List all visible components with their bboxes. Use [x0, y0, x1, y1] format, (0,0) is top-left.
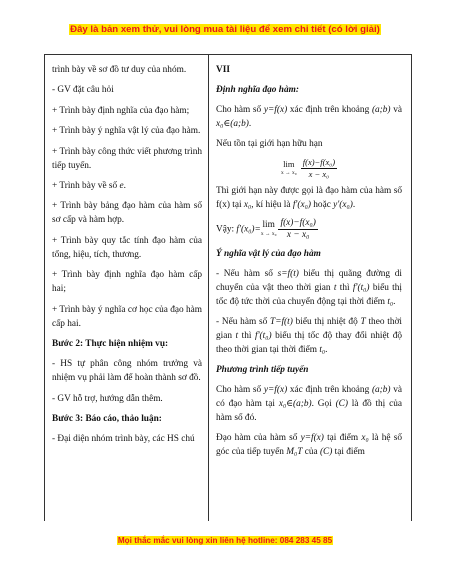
right-paragraph: - Nếu hàm số s=f(t) biểu thị quãng đường di chuyển của vật theo thời gian t thì f'(t₀) biểu thị tốc độ tức thời của chuyển động tại thời điểm t₀. — [216, 269, 403, 307]
section-heading: Phương trình tiếp tuyến — [216, 365, 309, 375]
left-paragraph: + Trình bày quy tắc tính đạo hàm của tổng, hiệu, tích, thương. — [52, 235, 202, 260]
left-paragraph: + Trình bày định nghĩa đạo hàm cấp hai; — [52, 270, 202, 295]
derivative-formula: Vậy: f'(x₀)=lim x → x₀ $\frac{\text{f(x)−f(x₀)}}{\text{x − x₀}}$ — [216, 218, 316, 240]
section-heading: Định nghĩa đạo hàm: — [216, 85, 299, 95]
preview-notice-text: Đây là bản xem thử, vui lòng mua tài liệu để xem chi tiết (có lời giải) — [70, 24, 380, 35]
left-paragraph: + Trình bày định nghĩa của đạo hàm; — [52, 105, 190, 116]
section-number: VII — [216, 65, 230, 75]
hotline-banner — [0, 536, 450, 545]
step-heading: Bước 2: Thực hiện nhiệm vụ: — [52, 338, 169, 349]
preview-notice-banner — [0, 24, 450, 35]
column-divider — [208, 55, 209, 521]
left-paragraph: + Trình bày bảng đạo hàm của hàm số sơ cấp và hàm hợp. — [52, 201, 202, 226]
content-column — [216, 55, 402, 465]
section-heading: Ý nghĩa vật lý của đạo hàm — [216, 249, 321, 259]
left-paragraph: + Trình bày công thức viết phương trình tiếp tuyến. — [52, 146, 202, 171]
right-paragraph: Thì giới hạn này được gọi là đạo hàm của hàm số f(x) tại x₀, kí hiệu là f'(x₀) hoặc y'(x₀). — [216, 186, 402, 210]
right-paragraph: Cho hàm số y=f(x) xác định trên khoảng (a;b) và có đạo hàm tại x₀∈(a;b). Gọi (C) là đồ thị của hàm số đó. — [216, 385, 403, 423]
limit-formula: lim x → x₀ $\frac{\text{f(x)−f(x₀)}}{\text{x − x₀}}$ — [280, 157, 336, 179]
left-paragraph: - HS tự phân công nhóm trưởng và nhiệm vụ phải làm để hoàn thành sơ đồ. — [52, 359, 202, 384]
left-paragraph: - GV hỗ trợ, hướng dẫn thêm. — [52, 393, 163, 404]
hotline-text: Mọi thắc mắc vui lòng xin liên hệ hotline: 084 283 45 85 — [117, 536, 333, 545]
step-heading: Bước 3: Báo cáo, thảo luận: — [52, 414, 162, 425]
right-paragraph: - Nếu hàm số T=f(t) biểu thị nhiệt độ T theo thời gian t thì f'(t₀) biểu thị tốc độ thay đổi nhiệt độ theo thời gian tại thời điểm t₀. — [216, 317, 403, 355]
right-paragraph: Cho hàm số y=f(x) xác định trên khoảng (a;b) và x₀∈(a;b). — [216, 105, 403, 129]
left-paragraph: + Trình bày ý nghĩa cơ học của đạo hàm cấp hai. — [52, 304, 202, 329]
left-paragraph: + Trình bày ý nghĩa vật lý của đạo hàm. — [52, 126, 201, 137]
left-paragraph: trình bày về sơ đồ tư duy của nhóm. — [52, 65, 187, 75]
lesson-table — [44, 54, 412, 521]
right-paragraph: Đạo hàm của hàm số y=f(x) tại điểm x₀ là hệ số góc của tiếp tuyến M₀T của (C) tại điểm — [216, 433, 403, 457]
left-paragraph: + Trình bày về số e. — [52, 180, 126, 191]
left-paragraph: - GV đặt câu hỏi — [52, 85, 114, 96]
activity-column — [52, 55, 202, 453]
right-paragraph: Nếu tồn tại giới hạn hữu hạn — [216, 139, 323, 149]
left-paragraph: - Đại diện nhóm trình bày, các HS chú — [52, 434, 195, 445]
